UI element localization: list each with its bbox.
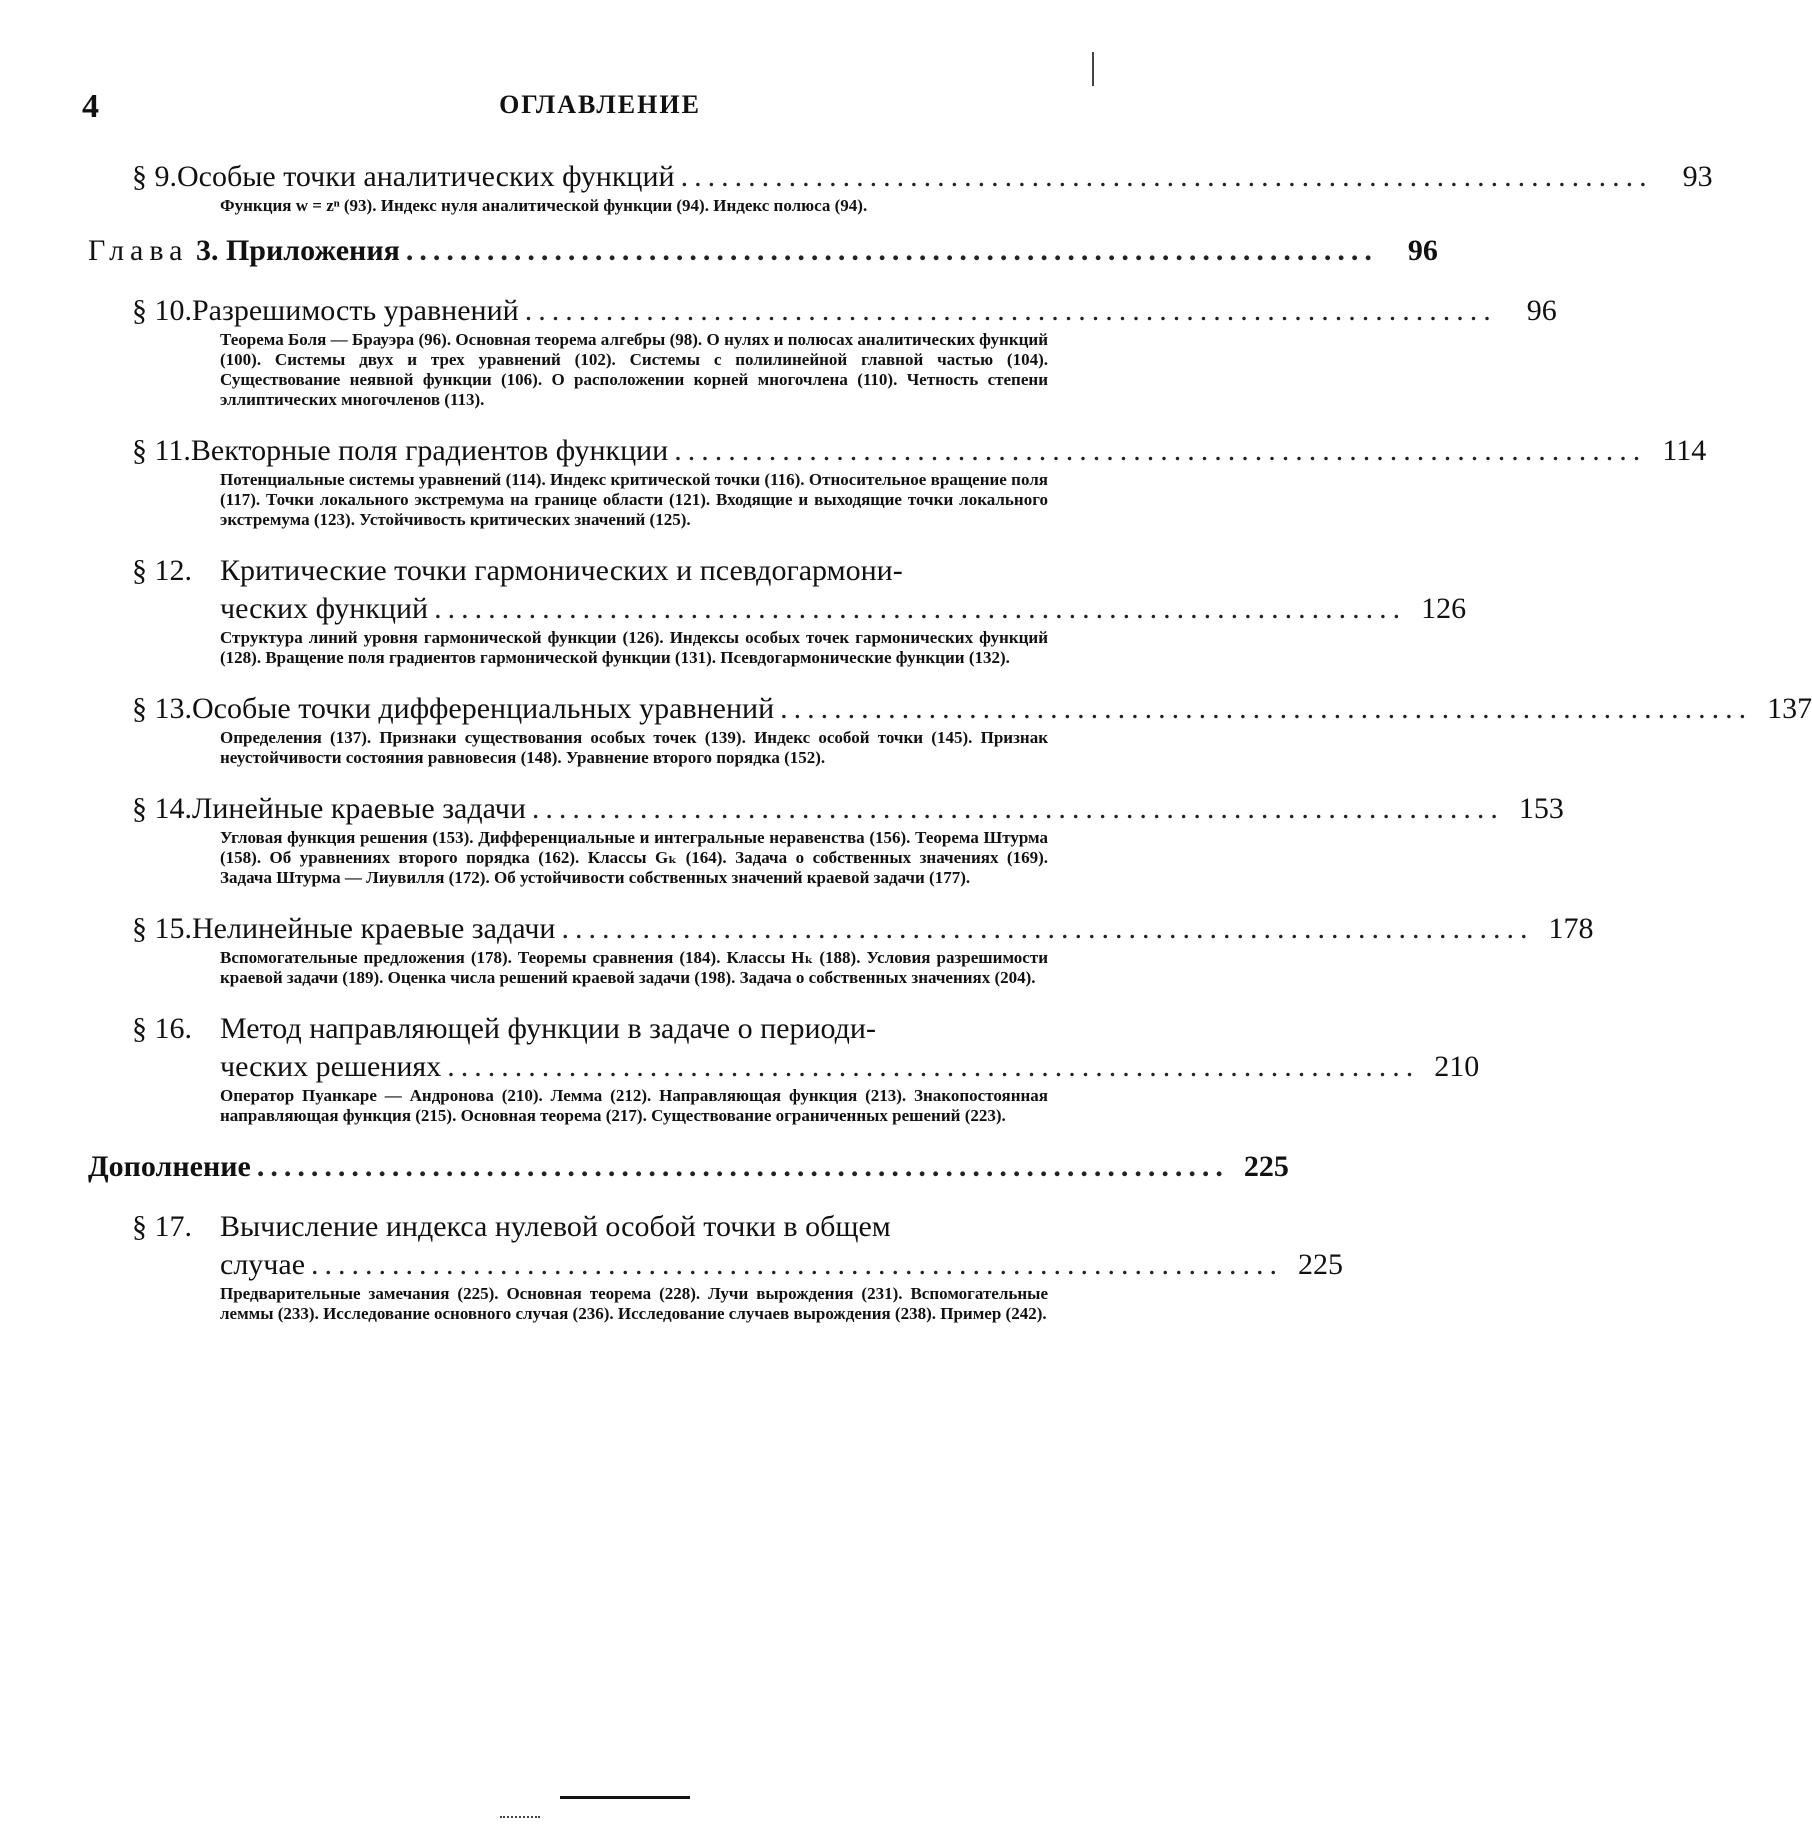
section-heading [132, 158, 1713, 196]
section-title: Особые точки аналитических функций [177, 160, 675, 193]
dot-leader: ........................................................................ [447, 1050, 1420, 1083]
section-number: § 17. [132, 1210, 192, 1243]
section-page: 153 [1518, 792, 1564, 825]
section-page: 114 [1662, 434, 1707, 467]
section-page: 178 [1548, 912, 1594, 945]
dot-leader: ........................................................................ [780, 692, 1753, 725]
dot-leader: ........................................................................ [405, 234, 1378, 267]
toc-section-15[interactable] [132, 910, 1594, 988]
addendum-heading [88, 1148, 1289, 1186]
page-number: 4 [82, 88, 99, 125]
section-title: Векторные поля градиентов функции [190, 434, 669, 467]
dot-leader: ........................................................................ [674, 434, 1647, 467]
section-page: 137 [1767, 692, 1812, 725]
section-title-continued: случае [220, 1248, 306, 1281]
section-heading [132, 790, 1564, 828]
section-page: 225 [1298, 1248, 1344, 1281]
section-title: Нелинейные краевые задачи [192, 912, 556, 945]
margin-mark [1092, 52, 1094, 86]
chapter-heading [88, 232, 1438, 270]
section-description: Вспомогательные предложения (178). Теоремы сравнения (184). Классы Hₖ (188). Условия разрешимости краевой задачи (189). Оценка числа решений краевой задачи (198). Задача о собственных значениях (204). [220, 948, 1048, 987]
section-title: Особые точки дифференциальных уравнений [192, 692, 775, 725]
section-description: Потенциальные системы уравнений (114). Индекс критической точки (116). Относительное вращение поля (117). Точки локального экстремума на границе области (121). Входящие и выходящие точки локального экстремума (123). Устойчивость критических значений (125). [220, 470, 1048, 529]
section-title-continued: ческих решениях [220, 1050, 442, 1083]
toc-section-11[interactable] [132, 432, 1707, 530]
section-page: 210 [1434, 1050, 1480, 1083]
section-description: Предварительные замечания (225). Основная теорема (228). Лучи вырождения (231). Вспомогательные леммы (233). Исследование основного случая (236). Исследование случаев вырождения (238). Пример (242). [220, 1284, 1048, 1323]
section-heading [132, 690, 1812, 728]
toc-section-16[interactable] [132, 1010, 1480, 1126]
section-number: § 14. [132, 792, 192, 825]
section-title-continued: ческих функций [220, 592, 429, 625]
footer-rule [560, 1796, 690, 1799]
dot-leader: ........................................................................ [311, 1248, 1284, 1281]
toc-addendum[interactable] [88, 1148, 1289, 1186]
toc-section-10[interactable] [132, 292, 1557, 410]
section-heading-continued [220, 1048, 1480, 1086]
section-title: Линейные краевые задачи [192, 792, 526, 825]
section-description: Теорема Боля — Брауэра (96). Основная теорема алгебры (98). О нулях и полюсах аналитических функций (100). Системы двух и трех уравнений (102). Системы с полилинейной главной частью (104). Существование неявной функции (106). О расположении корней многочлена (110). Четность степени эллиптических многочленов (113). [220, 330, 1048, 409]
section-heading [132, 292, 1557, 330]
dot-leader: ........................................................................ [524, 294, 1497, 327]
chapter-label: Глава 3. Приложения [88, 234, 400, 267]
toc-chapter-3[interactable] [88, 232, 1438, 270]
addendum-page: 225 [1243, 1150, 1289, 1183]
toc-section-17[interactable] [132, 1208, 1344, 1324]
dot-leader: ........................................................................ [256, 1150, 1229, 1183]
toc-section-9[interactable] [132, 158, 1713, 216]
section-number: § 10. [132, 294, 192, 327]
dot-leader: ........................................................................ [434, 592, 1407, 625]
footer-speck [500, 1816, 540, 1820]
dot-leader: ........................................................................ [561, 912, 1534, 945]
section-heading [132, 1010, 1118, 1048]
section-heading-continued [220, 590, 1467, 628]
section-heading [132, 1208, 1118, 1246]
section-number: § 15. [132, 912, 192, 945]
dot-leader: ........................................................................ [531, 792, 1504, 825]
addendum-title: Дополнение [88, 1150, 251, 1183]
chapter-page: 96 [1407, 234, 1438, 267]
section-heading-continued [220, 1246, 1344, 1284]
section-description: Функция w = zⁿ (93). Индекс нуля аналитической функции (94). Индекс полюса (94). [220, 196, 868, 215]
section-page: 93 [1682, 160, 1713, 193]
section-heading [132, 432, 1707, 470]
section-number: § 9. [132, 160, 177, 193]
toc-section-12[interactable] [132, 552, 1467, 668]
section-page: 96 [1526, 294, 1557, 327]
section-number: § 12. [132, 554, 192, 587]
section-heading [132, 910, 1594, 948]
toc-section-14[interactable] [132, 790, 1564, 888]
chapter-title: 3. Приложения [195, 234, 400, 267]
running-head: ОГЛАВЛЕНИЕ [499, 90, 701, 119]
section-title: Разрешимость уравнений [192, 294, 519, 327]
table-of-contents [88, 150, 1812, 1324]
section-page: 126 [1421, 592, 1467, 625]
section-description: Оператор Пуанкаре — Андронова (210). Лемма (212). Направляющая функция (213). Знакопостоянная направляющая функция (215). Основная теорема (217). Существование ограниченных решений (223). [220, 1086, 1048, 1125]
section-heading [132, 552, 1118, 590]
section-title: Критические точки гармонических и псевдогармони- [220, 554, 903, 587]
section-description: Угловая функция решения (153). Дифференциальные и интегральные неравенства (156). Теорема Штурма (158). Об уравнениях второго порядка (162). Классы Gₖ (164). Задача о собственных значениях (169). Задача Штурма — Лиувилля (172). Об устойчивости собственных значений краевой задачи (177). [220, 828, 1048, 887]
section-description: Определения (137). Признаки существования особых точек (139). Индекс особой точки (145). Признак неустойчивости состояния равновесия (148). Уравнение второго порядка (152). [220, 728, 1048, 767]
toc-section-13[interactable] [132, 690, 1812, 768]
section-number: § 11. [132, 434, 191, 467]
section-title: Вычисление индекса нулевой особой точки в общем [220, 1210, 891, 1243]
section-description: Структура линий уровня гармонической функции (126). Индексы особых точек гармонических функций (128). Вращение поля градиентов гармонической функции (131). Псевдогармонические функции (132). [220, 628, 1048, 667]
section-number: § 13. [132, 692, 192, 725]
dot-leader: ........................................................................ [680, 160, 1653, 193]
section-title: Метод направляющей функции в задаче о периоди- [220, 1012, 876, 1045]
section-number: § 16. [132, 1012, 192, 1045]
